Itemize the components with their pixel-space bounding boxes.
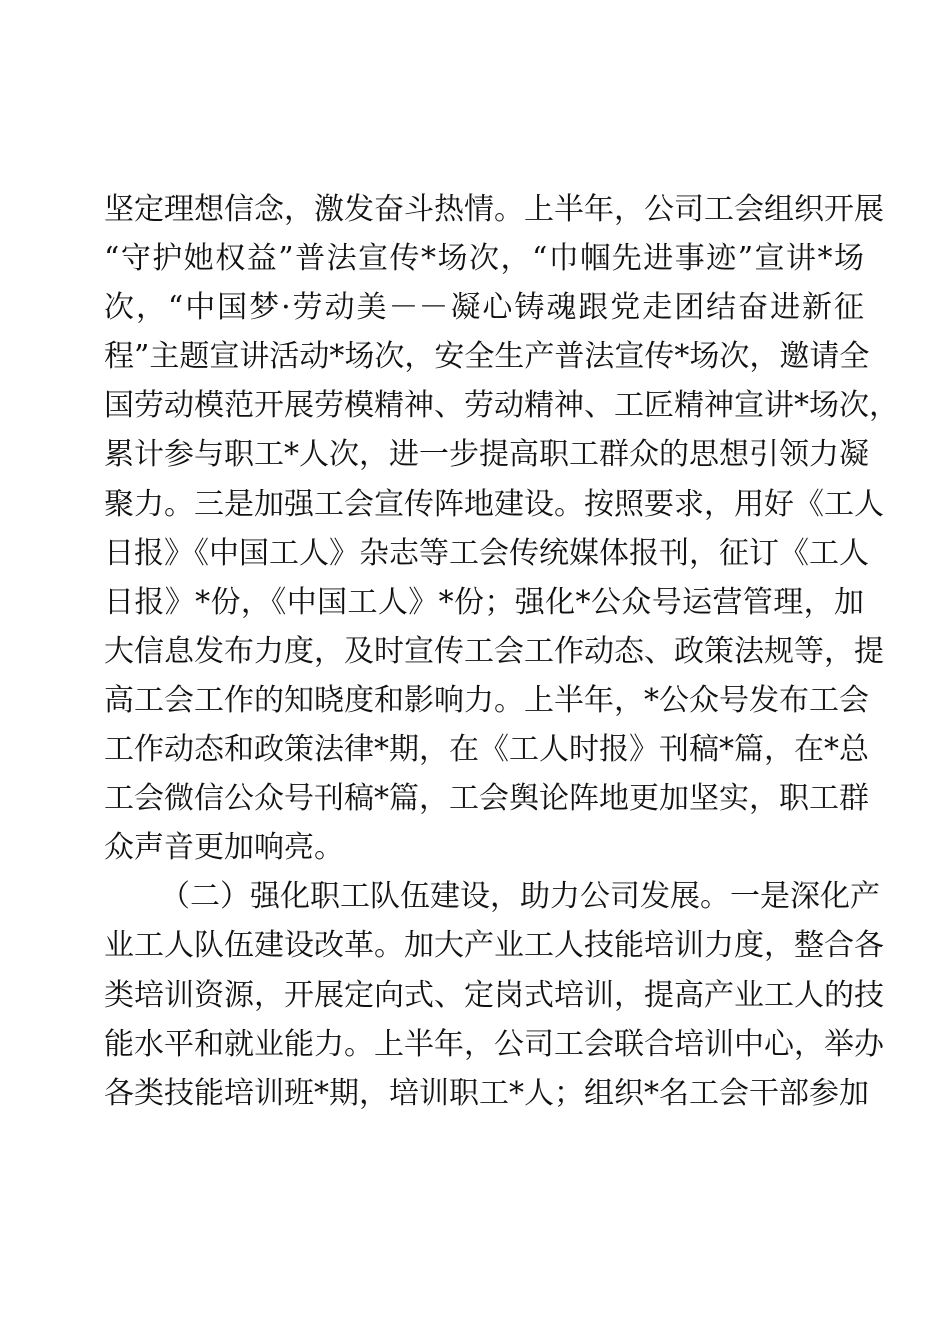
text-line: 各类技能培训班*期，培训职工*人；组织*名工会干部参加 <box>104 1075 869 1111</box>
text-line: 日报》*份，《中国工人》*份；强化*公众号运营管理，加 <box>104 584 864 620</box>
text-line: 类培训资源，开展定向式、定岗式培训，提高产业工人的技 <box>104 977 884 1013</box>
text-line: 次，“中国梦·劳动美－－凝心铸魂跟党走团结奋进新征 <box>104 290 864 326</box>
text-line: 能水平和就业能力。上半年，公司工会联合培训中心，举办 <box>104 1026 884 1062</box>
document-body <box>104 185 899 1118</box>
text-line: 大信息发布力度，及时宣传工会工作动态、政策法规等，提 <box>104 633 884 669</box>
text-line: “守护她权益”普法宣传*场次，“巾帼先进事迹”宣讲*场 <box>104 241 864 277</box>
text-line: 业工人队伍建设改革。加大产业工人技能培训力度，整合各 <box>104 928 884 964</box>
text-line: 日报》《中国工人》杂志等工会传统媒体报刊，征订《工人 <box>104 535 869 571</box>
text-line: （二）强化职工队伍建设，助力公司发展。一是深化产 <box>160 879 880 915</box>
text-line: 程”主题宣讲活动*场次，安全生产普法宣传*场次，邀请全 <box>104 339 870 375</box>
text-line: 工会微信公众号刊稿*篇，工会舆论阵地更加坚实，职工群 <box>104 781 869 817</box>
text-line: 国劳动模范开展劳模精神、劳动精神、工匠精神宣讲*场次， <box>104 388 899 424</box>
paragraph-1 <box>104 185 899 872</box>
text-line: 众声音更加响亮。 <box>104 830 344 866</box>
text-line: 坚定理想信念，激发奋斗热情。上半年，公司工会组织开展 <box>104 192 884 227</box>
paragraph-2 <box>104 872 884 1117</box>
text-line: 工作动态和政策法律*期，在《工人时报》刊稿*篇，在*总 <box>104 732 869 768</box>
text-line: 聚力。三是加强工会宣传阵地建设。按照要求，用好《工人 <box>104 486 884 522</box>
text-line: 高工会工作的知晓度和影响力。上半年，*公众号发布工会 <box>104 682 869 718</box>
text-line: 累计参与职工*人次，进一步提高职工群众的思想引领力凝 <box>104 437 869 473</box>
